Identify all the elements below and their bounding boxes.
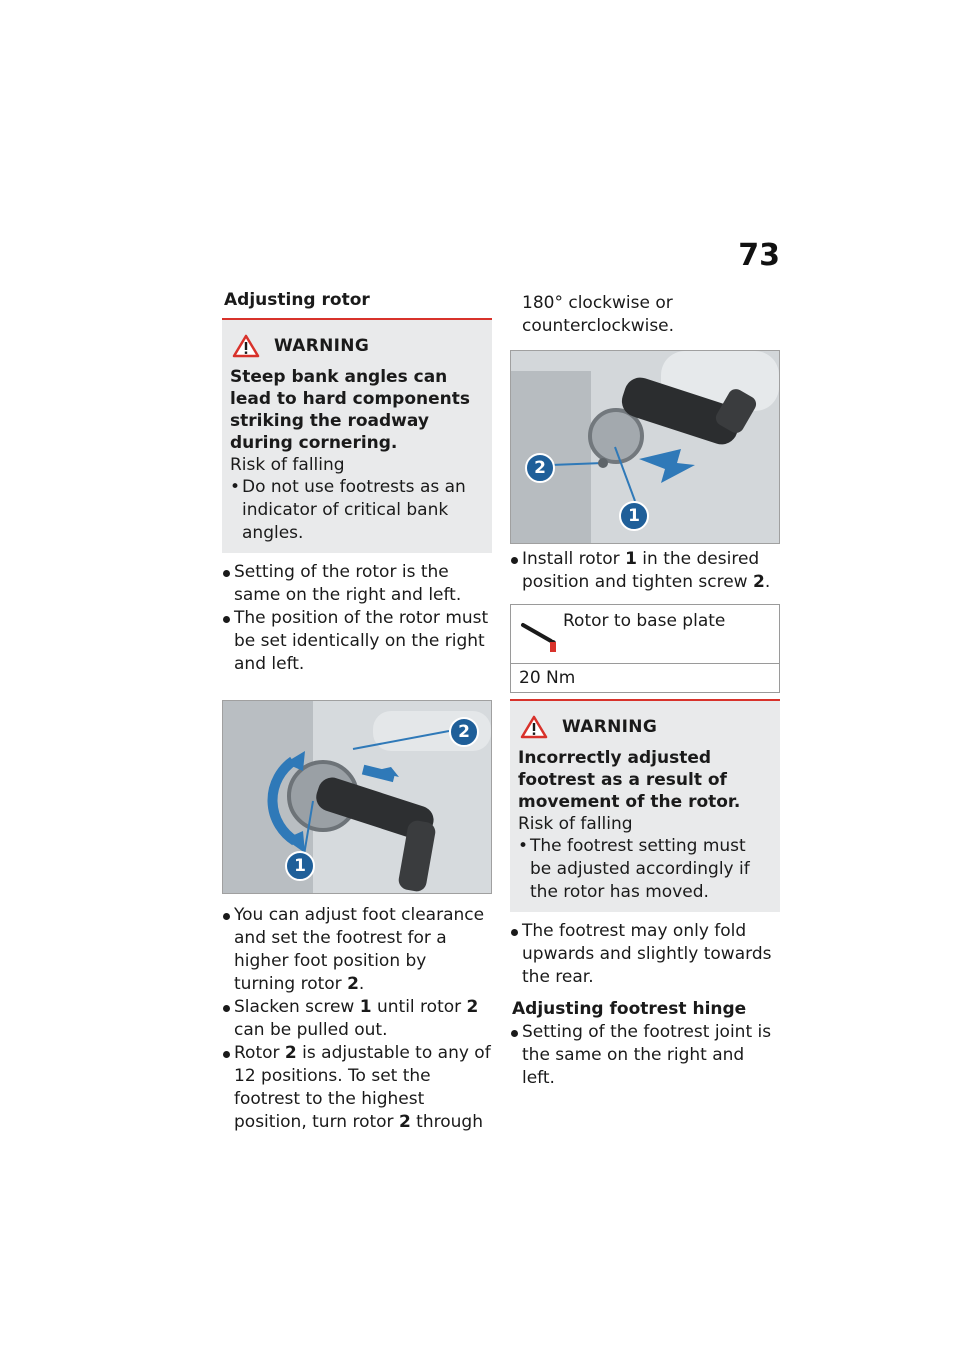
section-heading-footrest-hinge: Adjusting footrest hinge: [512, 999, 747, 1019]
callout-1: 1: [619, 501, 649, 531]
list-item: Setting of the footrest joint is the same on the right and left.: [510, 1021, 780, 1090]
callout-1: 1: [285, 851, 315, 881]
warning-item-text: • The footrest setting must be adjusted accordingly if the rotor has moved.: [530, 836, 750, 902]
warning-title: Incorrectly adjusted footrest as a result of movement of the rotor.: [518, 748, 741, 812]
list-item-text: Install rotor: [522, 549, 626, 569]
list-item: The footrest may only fold upwards and slightly towards the rear.: [510, 920, 780, 989]
list-item-text: .: [358, 974, 365, 994]
warning-header: [518, 715, 770, 739]
torque-spec-header: [511, 605, 779, 664]
list-item: [222, 1042, 492, 1134]
section-heading-adjusting-rotor: Adjusting rotor: [224, 290, 370, 310]
list-item: [222, 904, 492, 996]
torque-wrench-icon: [519, 617, 559, 653]
warning-item: [230, 476, 482, 545]
warning-triangle-icon: [520, 715, 548, 739]
warning-title: Steep bank angles can lead to hard components striking the roadway during cornering.: [230, 367, 470, 453]
warning-risk: Risk of falling: [518, 814, 633, 834]
warning-item: [518, 835, 770, 904]
footrest-rotor-figure: [222, 700, 492, 894]
warning-header: [230, 334, 482, 358]
ref-rotor-2: 2: [466, 997, 479, 1017]
warning-box: [510, 699, 780, 912]
list-item-text: until rotor: [371, 997, 467, 1017]
list-item-text: through: [410, 1112, 483, 1132]
list-item-text: You can adjust foot clearance and set the footrest for a higher foot position by turning rotor: [234, 905, 485, 994]
footrest-install-figure: [510, 350, 780, 544]
right-column: [510, 292, 780, 1090]
list-item-text: in the desired position and tighten screw: [522, 549, 760, 592]
ref-rotor-1: 1: [625, 549, 637, 569]
list-item-text: .: [764, 572, 771, 592]
warning-risk: Risk of falling: [230, 455, 345, 475]
torque-spec-box: [510, 604, 780, 693]
callout-2: 2: [449, 717, 479, 747]
list-item-text: is adjustable to any of 12 positions. To set the footrest to the highest position, turn rotor: [234, 1043, 491, 1132]
continuation-text: 180° clockwise or counterclockwise.: [522, 293, 675, 336]
warning-label: WARNING: [562, 717, 658, 737]
page-number: 73: [738, 238, 780, 273]
left-column: [222, 288, 492, 1134]
list-item-text: Rotor: [234, 1043, 285, 1063]
callout-2: 2: [525, 453, 555, 483]
warning-item-text: • Do not use footrests as an indicator of critical bank angles.: [242, 477, 466, 543]
ref-screw-2: 2: [752, 572, 765, 592]
list-item: [510, 548, 780, 594]
ref-rotor-2: 2: [284, 1043, 297, 1063]
ref-rotor-2: 2: [398, 1112, 411, 1132]
ref-screw-1: 1: [359, 997, 372, 1017]
ref-rotor-2: 2: [347, 974, 359, 994]
list-item-text: can be pulled out.: [234, 1020, 388, 1040]
warning-label: WARNING: [274, 336, 370, 356]
list-item: Setting of the rotor is the same on the right and left.: [222, 561, 492, 607]
warning-triangle-icon: [232, 334, 260, 358]
list-item: The position of the rotor must be set identically on the right and left.: [222, 607, 492, 676]
list-item: [222, 996, 492, 1042]
list-item-text: Slacken screw: [234, 997, 360, 1017]
warning-box: [222, 318, 492, 553]
torque-label: Rotor to base plate: [563, 611, 726, 631]
torque-value: 20 Nm: [519, 668, 576, 688]
